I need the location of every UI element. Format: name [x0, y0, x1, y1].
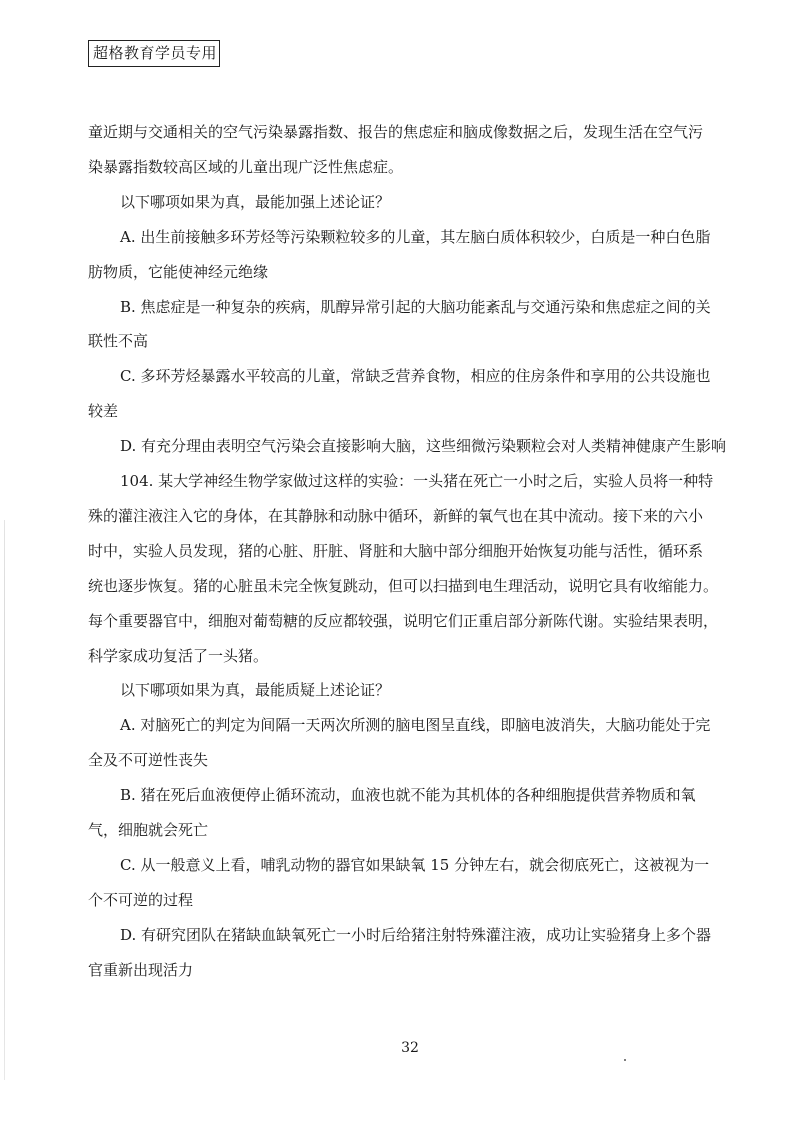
paragraph-line: 全及不可逆性丧失	[88, 751, 209, 770]
paragraph-line: 科学家成功复活了一头猪。	[88, 646, 269, 665]
paragraph-line-first: 以下哪项如果为真，最能加强上述论证？	[120, 192, 391, 211]
paragraph-line-first: C. 从一般意义上看，哺乳动物的器官如果缺氧 15 分钟左右，就会彻底死亡，这被视为一	[120, 855, 710, 874]
paragraph-line-first: 童近期与交通相关的空气污染暴露指数、报告的焦虑症和脑成像数据之后，发现生活在空气污	[88, 123, 704, 141]
paragraph-line: 较差	[88, 402, 119, 421]
paragraph-line: 殊的灌注液注入它的身体，在其静脉和动脉中循环，新鲜的氧气也在其中流动。接下来的六小	[88, 506, 704, 525]
scan-speck	[624, 1059, 626, 1061]
paragraph-line: 染暴露指数较高区域的儿童出现广泛性焦虑症。	[88, 157, 404, 176]
paragraph-line: 气，细胞就会死亡	[88, 821, 209, 839]
paragraph-line-first: B. 焦虑症是一种复杂的疾病，肌醇异常引起的大脑功能紊乱与交通污染和焦虑症之间的关	[120, 297, 711, 316]
paragraph-line: 联性不高	[88, 332, 149, 351]
paragraph-line-first: 以下哪项如果为真，最能质疑上述论证？	[120, 681, 391, 700]
paragraph-line: 官重新出现活力	[88, 960, 194, 979]
header-label: 超格教育学员专用	[88, 40, 220, 67]
paragraph-line-first: A. 对脑死亡的判定为间隔一天两次所测的脑电图呈直线，即脑电波消失，大脑功能处于完	[120, 716, 711, 735]
scan-edge-mark	[4, 520, 5, 1080]
paragraph-line: 时中，实验人员发现，猪的心脏、肝脏、肾脏和大脑中部分细胞开始恢复功能与活性，循环系	[88, 541, 704, 560]
paragraph-line-first: C. 多环芳烃暴露水平较高的儿童，常缺乏营养食物，相应的住房条件和享用的公共设施也	[120, 367, 711, 386]
paragraph-line-first: 104. 某大学神经生物学家做过这样的实验：一头猪在死亡一小时之后，实验人员将一种特	[120, 472, 714, 490]
paragraph-line: 个不可逆的过程	[88, 890, 194, 909]
paragraph-line-first: A. 出生前接触多环芳烃等污染颗粒较多的儿童，其左脑白质体积较少，白质是一种白色脂	[120, 227, 711, 246]
paragraph-line: 统也逐步恢复。猪的心脏虽未完全恢复跳动，但可以扫描到电生理活动，说明它具有收缩能力。	[88, 576, 719, 595]
paragraph-line-first: D. 有研究团队在猪缺血缺氧死亡一小时后给猪注射特殊灌注液，成功让实验猪身上多个器	[120, 925, 712, 944]
paragraph-line-first: B. 猪在死后血液便停止循环流动，血液也就不能为其机体的各种细胞提供营养物质和氧	[120, 786, 696, 805]
paragraph-line: 肪物质，它能使神经元绝缘	[88, 262, 269, 281]
paragraph-line: 每个重要器官中，细胞对葡萄糖的反应都较强，说明它们正重启部分新陈代谢。实验结果表明，	[88, 611, 719, 630]
paragraph-line-first: D. 有充分理由表明空气污染会直接影响大脑，这些细微污染颗粒会对人类精神健康产生影响	[120, 437, 727, 456]
page-number: 32	[401, 1040, 419, 1056]
